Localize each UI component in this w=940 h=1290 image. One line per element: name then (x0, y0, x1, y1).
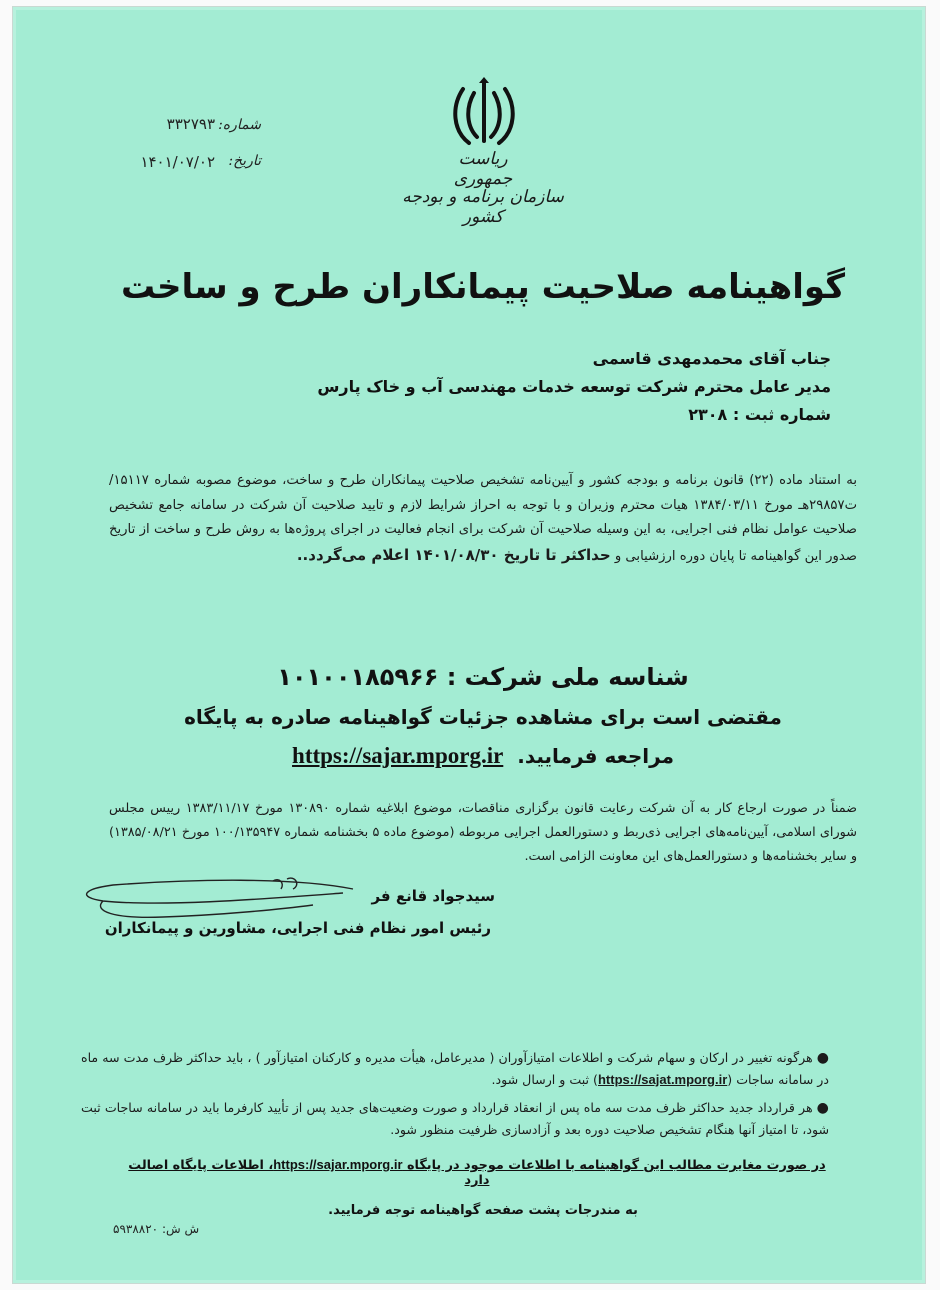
addressee-position: مدیر عامل محترم شرکت توسعه خدمات مهندسی آب و خاک پارس (317, 377, 831, 396)
page-title: گواهینامه صلاحیت پیمانکاران طرح و ساخت (120, 267, 845, 307)
date-label: تاریخ: (228, 153, 261, 169)
sajar-notice-link[interactable]: https://sajar.mporg.ir (273, 1157, 403, 1172)
bullet-icon: ● (816, 1100, 829, 1116)
validity-notice: در صورت مغایرت مطالب این گواهینامه با اطلاعات موجود در پایگاه https://sajar.mporg.ir، اطلاعات پایگاه اصالت دارد (128, 1157, 826, 1188)
bullet-item: ●هرگونه تغییر در ارکان و سهام شرکت و اطلاعات امتیازآوران ( مدیرعامل، هیأت مدیره و کارکنان امتیازآور ) ، باید حداکثر ظرف مدت سه ماه در سامانه ساجات (https://sajat.mporg.ir) ثبت و ارسال شود. (81, 1050, 829, 1087)
national-id: شناسه ملی شرکت : ۱۰۱۰۰۱۸۵۹۶۶ (277, 663, 689, 691)
org-line-presidency: ریاست جمهوری (453, 149, 513, 189)
footer-note: به مندرجات پشت صفحه گواهینامه توجه فرمایید. (328, 1203, 638, 1218)
refer-text: مراجعه فرمایید. (517, 744, 674, 768)
registration-number: شماره ثبت : ۲۳۰۸ (688, 405, 831, 424)
serial-number: ش ش: ۵۹۳۸۸۲۰ (113, 1222, 200, 1236)
view-details-line: مقتضی است برای مشاهده جزئیات گواهینامه صادره به پایگاه (184, 705, 782, 729)
body-deadline: حداکثر تا تاریخ ۱۴۰۱/۰۸/۳۰ اعلام می‌گردد.. (296, 545, 611, 564)
iran-emblem-icon (449, 77, 519, 155)
signatory-role: رئیس امور نظام فنی اجرایی، مشاورین و پیمانکاران (104, 919, 491, 937)
signatory-name: سیدجواد قانع فر (371, 887, 495, 905)
certificate-paper (12, 6, 926, 1284)
number-value: ۳۳۲۷۹۳ (166, 115, 215, 133)
refer-line (73, 743, 893, 769)
body-text: به استناد ماده (۲۲) قانون برنامه و بودجه کشور و آیین‌نامه تشخیص صلاحیت پیمانکاران طرح و ساخت، موضوع مصوبه شماره ۱۵۱۱۷/ت۲۹۸۵۷هـ مورخ ۱۳۸۴/۰۳/۱۱ هیات محترم وزیران و با توجه به احراز شرایط لازم و تایید صلاحیت آن شرکت در سامانه جامع تشخیص صلاحیت عوامل نظام فنی اجرایی، به این وسیله صلاحیت آن شرکت برای انجام فعالیت در اجرای پروژه‌ها به روش طرح و ساخت از تاریخ صدور این گواهینامه تا پایان دوره ارزشیابی و (109, 473, 858, 564)
bullet-icon: ● (816, 1050, 829, 1066)
sajar-link[interactable]: https://sajar.mporg.ir (292, 743, 504, 768)
body-paragraph (109, 469, 857, 569)
addressee-name: جناب آقای محمدمهدی قاسمی (592, 349, 831, 368)
bullet-item: ●هر قرارداد جدید حداکثر ظرف مدت سه ماه پس از انعقاد قرارداد و صورت وضعیت‌های جدید پس از تأیید کارفرما باید در سامانه ساجات ثبت شود، تا امتیاز آنها هنگام تشخیص صلاحیت دوره بعد و آزادسازی ظرفیت منظور شود. (81, 1100, 829, 1137)
second-paragraph: ضمناً در صورت ارجاع کار به آن شرکت رعایت قانون برگزاری مناقصات، موضوع ابلاغیه شماره ۱۳۰۸۹۰ مورخ ۱۳۸۳/۱۱/۱۷ رییس مجلس شورای اسلامی، آیین‌نامه‌های اجرایی ذی‌ربط و دستورالعمل اجرایی مربوطه (موضوع ماده ۵ بخشنامه شماره ۱۰۰/۱۳۵۹۴۷ مورخ ۱۳۸۵/۰۸/۲۱) و سایر بخشنامه‌ها و دستورالعمل‌های این معاونت الزامی است. (109, 801, 857, 864)
org-line-organization: سازمان برنامه و بودجه کشور (402, 187, 564, 227)
sajat-link[interactable]: https://sajat.mporg.ir (597, 1072, 728, 1087)
number-label: شماره: (218, 117, 261, 133)
date-value: ۱۴۰۱/۰۷/۰۲ (140, 153, 215, 171)
